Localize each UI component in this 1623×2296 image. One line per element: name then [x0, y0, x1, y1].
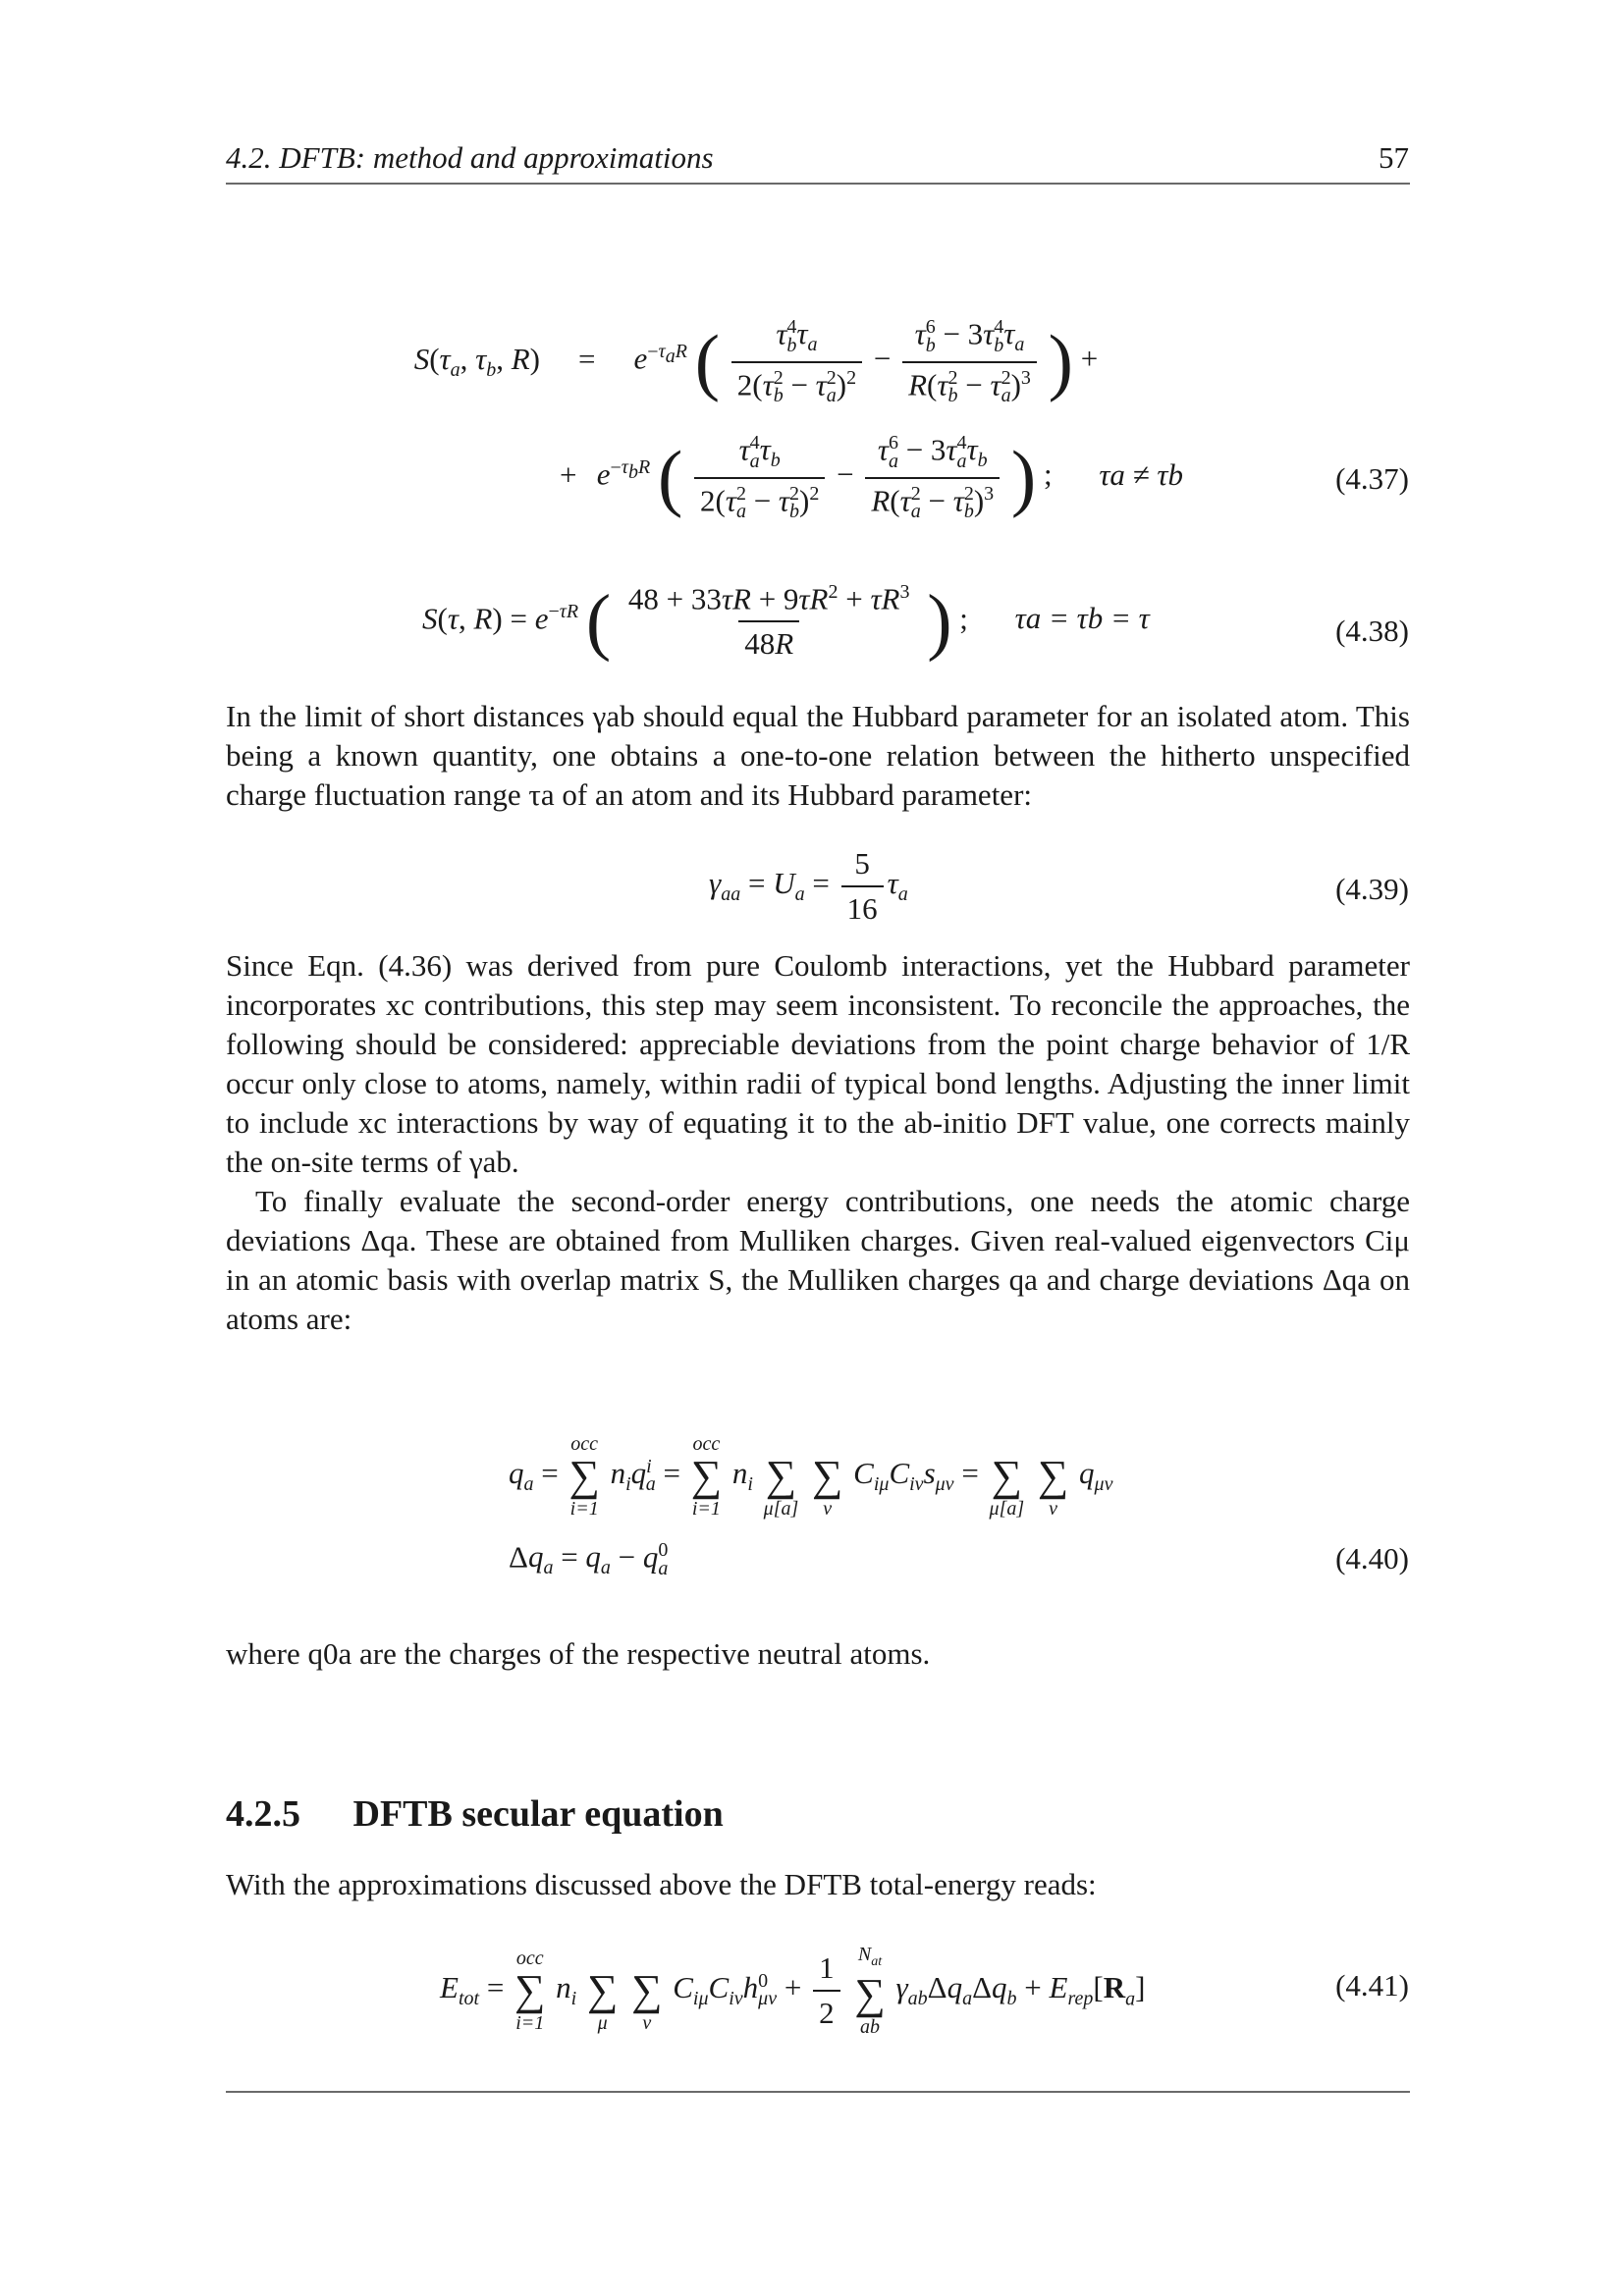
equation-4-40-line2: $\Delta q_a = q_a - q^0_a$: [509, 1539, 669, 1579]
header-rule: [226, 183, 1410, 185]
section-title: DFTB secular equation: [352, 1793, 724, 1835]
paragraph-hubbard-limit: [226, 697, 1410, 815]
paragraph-text: where q0a are the charges of the respective neutral atoms.: [226, 1636, 931, 1671]
equation-4-40-line1: $q_a$ = occ ∑ i=1 $n_iq^i_a$ = occ ∑ i=1 $n_i$ ∑ μ[a] ∑ ν $C_{i\mu}C_{i\nu}s_{\mu\nu}$ = ∑ μ[a] ∑ ν $q_{\mu\nu}$: [509, 1433, 1113, 1520]
section-number: 4.2.5: [226, 1793, 300, 1835]
equation-number-4-40: (4.40): [1335, 1541, 1409, 1575]
section-heading: [226, 1792, 724, 1836]
equation-number-4-38: (4.38): [1335, 614, 1409, 648]
equation-4-37-condition: τa ≠ τb: [1099, 456, 1184, 492]
equation-number-4-37: (4.37): [1335, 461, 1409, 496]
paragraph-total-energy: [226, 1865, 1410, 1904]
equation-4-37-line1: $S(\tau_a$, $\tau_b$, $R) = e^{-\tau_aR}$ ( $\frac{\tau^4_b\tau_a}{2(\tau^2_b - \tau^2_a)^2}$ − $\frac{\tau^6_b - 3\tau^4_b\tau_a}{R(\tau^2_b - \tau^2_a)^3}$ ) +: [413, 316, 1099, 407]
page-number: 57: [1379, 140, 1409, 175]
paragraph-consistency: [226, 946, 1410, 1339]
footer-rule: [226, 2091, 1410, 2093]
paragraph-neutral-atoms: [226, 1634, 1410, 1674]
paragraph-text: Since Eqn. (4.36) was derived from pure Coulomb interactions, yet the Hubbard parameter incorporates xc contributions, this step may seem inconsistent. To reconcile the approaches, the following should be considered: appreciable deviations from the point charge behavior of 1/R occur only close to atoms, namely, within radii of typical bond lengths. Adjusting the inner limit to include xc interactions by way of equating it to the ab-initio DFT value, one corrects mainly the on-site terms of γab.: [226, 948, 1410, 1179]
paragraph-text: To finally evaluate the second-order energy contributions, one needs the atomic charge deviations Δqa. These are obtained from Mulliken charges. Given real-valued eigenvectors Ciμ in an atomic basis with overlap matrix S, the Mulliken charges qa and charge deviations Δqa on atoms are:: [226, 1184, 1410, 1336]
running-header-title: 4.2. DFTB: method and approximations: [226, 140, 714, 175]
paragraph-text: With the approximations discussed above the DFTB total-energy reads:: [226, 1867, 1097, 1901]
equation-4-37-line2: + $e^{-\tau_bR}$ ( $\frac{\tau^4_a\tau_b}{2(\tau^2_a - \tau^2_b)^2}$ − $\frac{\tau^6_a - 3\tau^4_a\tau_b}{R(\tau^2_a - \tau^2_b)^3}$ ) ; τa ≠ τb: [560, 432, 1184, 523]
equation-4-39: $\gamma_{aa} = U_a$ = $\frac{5}{16}$ $\tau_a$: [709, 846, 908, 926]
equation-4-41: $E_{tot}$ = occ ∑ i=1 $n_i$ ∑ μ ∑ ν $C_{i\mu}C_{i\nu}h^0_{\mu\nu}$ + $\frac{1}{2}$ $N_{at}$ ∑ ab $\gamma_{ab}\Delta q_a\Delta q_b + E_{rep}[R_a]$: [440, 1944, 1146, 2038]
equation-number-4-41: (4.41): [1335, 1968, 1409, 2002]
equation-number-4-39: (4.39): [1335, 872, 1409, 906]
equation-4-38: S(τ, $R) = e^{-\tau R}$ ( $\frac{48 + 33\tau R + 9\tau R^2 + \tau R^3}{48R}$ ) ; τa = τb = τ: [422, 580, 1150, 664]
paragraph-text: In the limit of short distances γab should equal the Hubbard parameter for an isolated atom. This being a known quantity, one obtains a one-to-one relation between the hitherto unspecified charge fluctuation range τa of an atom and its Hubbard parameter:: [226, 699, 1410, 812]
equation-4-38-condition: τa = τb = τ: [1014, 601, 1150, 636]
